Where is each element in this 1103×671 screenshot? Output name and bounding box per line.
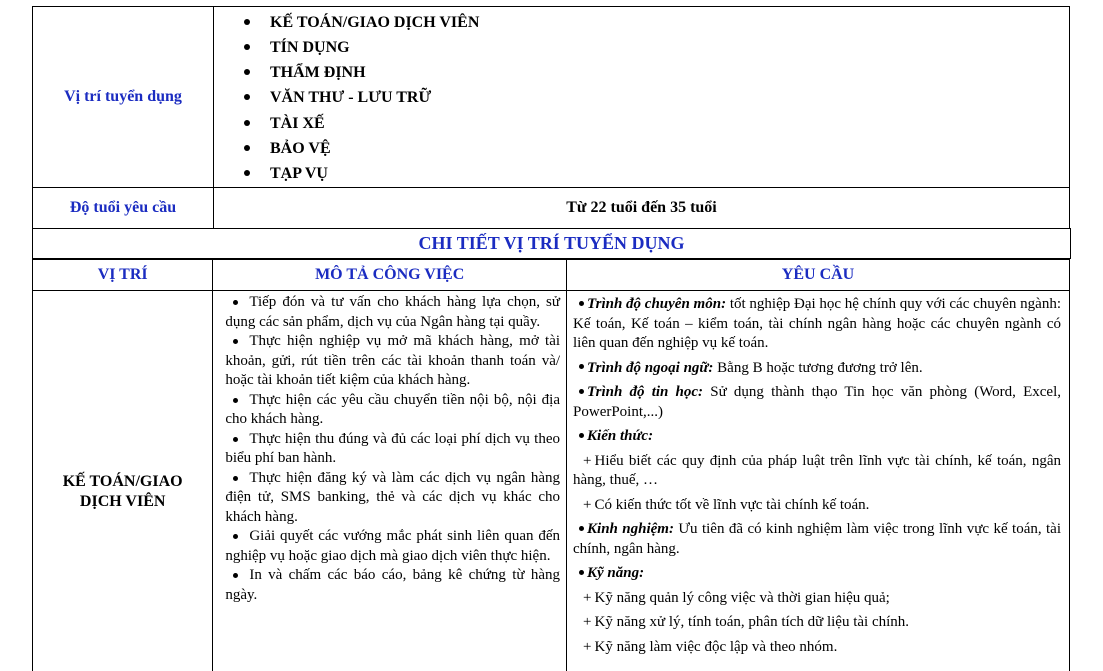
header-requirements: YÊU CẦU (567, 260, 1070, 291)
table-row (33, 291, 1070, 671)
req-it (573, 383, 1061, 422)
list-item (573, 496, 1061, 516)
section-title: CHI TIẾT VỊ TRÍ TUYỂN DỤNG (32, 228, 1071, 259)
list-item (573, 452, 1061, 491)
positions-label: Vị trí tuyển dụng (33, 7, 214, 188)
list-item (573, 638, 1061, 658)
req-experience-text: Ưu tiên đã có kinh nghiệm làm việc trong lĩnh vực kế toán, tài chính, ngân hàng. (573, 521, 1062, 557)
plus-icon: + (583, 452, 592, 469)
plus-icon: + (583, 614, 592, 630)
list-item: BẢO VỆ (252, 136, 1069, 161)
list-item: Thực hiện nghiệp vụ mở mã khách hàng, mở tài khoản, gửi, rút tiền trên các tài khoản thanh toán và/ hoặc tài khoản tiết kiệm của khách hàng. (225, 332, 560, 391)
job-description-cell (213, 291, 567, 671)
req-it-text: Sử dụng thành thạo Tin học văn phòng (Word, Excel, PowerPoint,...) (573, 384, 1062, 420)
plus-icon: + (583, 496, 592, 513)
req-education (573, 295, 1061, 354)
req-experience-label: Kinh nghiệm: (587, 521, 674, 537)
req-skill-item: Kỹ năng quản lý công việc và thời gian hiệu quả; (594, 589, 890, 606)
list-item: VĂN THƯ - LƯU TRỮ (252, 85, 1069, 110)
list-item: TÀI XẾ (252, 111, 1069, 136)
role-name: KẾ TOÁN/GIAO DỊCH VIÊN (33, 291, 213, 671)
plus-icon: + (583, 589, 592, 606)
requirements-cell (567, 291, 1070, 671)
summary-table (32, 6, 1070, 229)
list-item: Tiếp đón và tư vấn cho khách hàng lựa chọn, sử dụng các sản phẩm, dịch vụ của Ngân hàng tại quầy. (225, 293, 560, 332)
bullet-icon (579, 364, 584, 369)
req-education-label: Trình độ chuyên môn: (587, 296, 727, 312)
list-item: Giải quyết các vướng mắc phát sinh liên quan đến nghiệp vụ hoặc giao dịch mà giao dịch viên thực hiện. (225, 527, 560, 566)
bullet-icon (579, 389, 584, 394)
age-row (33, 188, 1070, 229)
bullet-icon (579, 526, 584, 531)
header-position: VỊ TRÍ (33, 260, 213, 291)
plus-icon: + (583, 638, 592, 655)
age-label: Độ tuổi yêu cầu (33, 188, 214, 229)
bullet-icon (579, 433, 584, 438)
req-skill-item: Kỹ năng xử lý, tính toán, phân tích dữ liệu tài chính. (594, 614, 910, 630)
req-skill-item: Kỹ năng làm việc độc lập và theo nhóm. (594, 638, 838, 655)
req-language-text: Bằng B hoặc tương đương trở lên. (713, 359, 923, 376)
list-item: TẠP VỤ (252, 161, 1069, 186)
req-skills (573, 564, 1061, 584)
req-knowledge (573, 427, 1061, 447)
list-item: In và chấm các báo cáo, bảng kê chứng từ hàng ngày. (225, 566, 560, 605)
bullet-icon (579, 570, 584, 575)
list-item: KẾ TOÁN/GIAO DỊCH VIÊN (252, 10, 1069, 35)
req-knowledge-item: Hiểu biết các quy định của pháp luật trên lĩnh vực tài chính, kế toán, ngân hàng, thuế, … (573, 452, 1061, 488)
header-description: MÔ TẢ CÔNG VIỆC (213, 260, 567, 291)
req-skills-label: Kỹ năng: (587, 565, 645, 581)
list-item: Thực hiện các yêu cầu chuyển tiền nội bộ, nội địa cho khách hàng. (225, 391, 560, 430)
list-item: THẨM ĐỊNH (252, 60, 1069, 85)
positions-row (33, 7, 1070, 188)
req-knowledge-label: Kiến thức: (587, 428, 654, 444)
list-item (573, 613, 1061, 633)
list-item (573, 589, 1061, 609)
bullet-icon (579, 301, 584, 306)
req-language-label: Trình độ ngoại ngữ: (587, 359, 714, 376)
req-it-label: Trình độ tin học: (587, 384, 704, 400)
detail-header-row (33, 260, 1070, 291)
positions-cell (214, 7, 1070, 188)
req-knowledge-item: Có kiến thức tốt về lĩnh vực tài chính kế toán. (594, 496, 870, 513)
job-description-list (225, 293, 560, 605)
list-item: Thực hiện đăng ký và làm các dịch vụ ngân hàng điện tử, SMS banking, thẻ và các dịch vụ khác cho khách hàng. (225, 469, 560, 528)
req-experience (573, 520, 1061, 559)
req-education-text: tốt nghiệp Đại học hệ chính quy với các chuyên ngành: Kế toán, Kế toán – kiểm toán, tài chính ngân hàng hoặc các chuyên ngành có liên quan đến nghiệp vụ kế toán. (573, 296, 1061, 351)
age-value: Từ 22 tuổi đến 35 tuổi (214, 188, 1070, 229)
list-item: Thực hiện thu đúng và đủ các loại phí dịch vụ theo biểu phí ban hành. (225, 430, 560, 469)
req-language (573, 359, 1061, 379)
detail-table (32, 259, 1070, 671)
list-item: TÍN DỤNG (252, 35, 1069, 60)
positions-list (214, 8, 1069, 186)
